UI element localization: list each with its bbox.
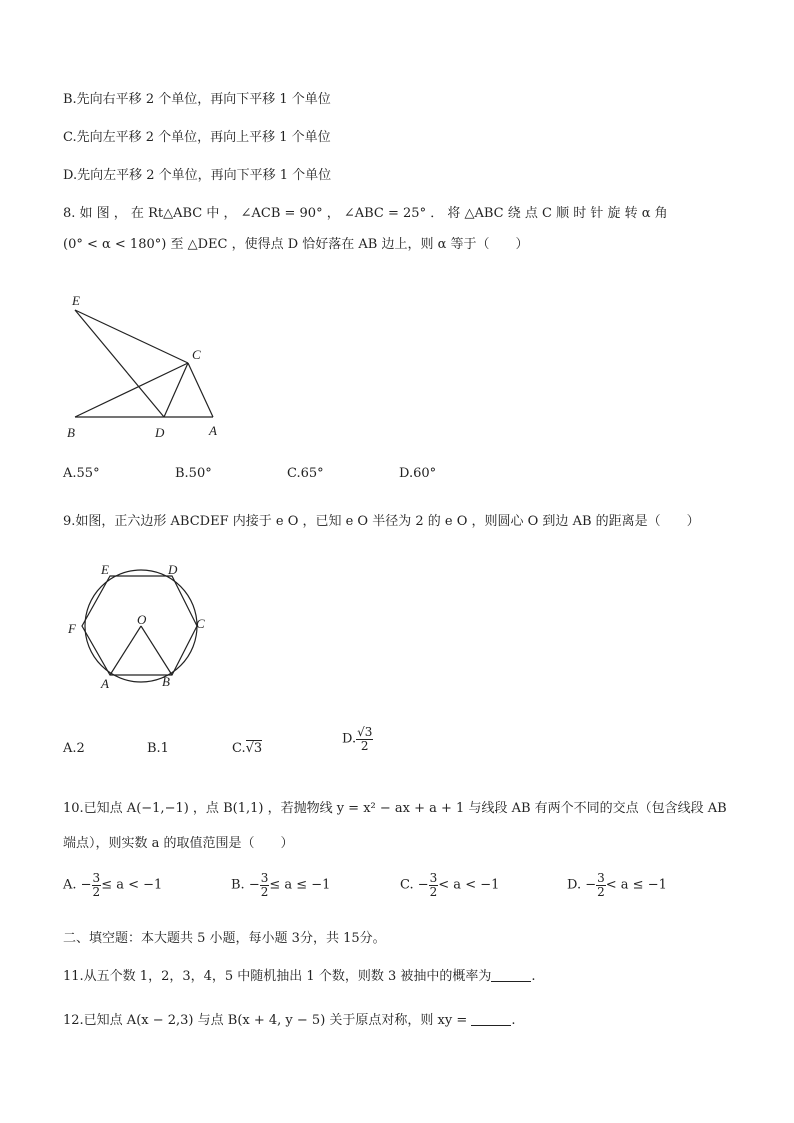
q9-label-f: F [68, 621, 76, 636]
q10-text-line1: 10.已知点 A(−1,−1) ，点 B(1,1) ，若抛物线 y = x² − ax + a + 1 与线段 AB 有两个不同的交点（包含线段 AB [63, 801, 727, 816]
q7-option-c: C.先向左平移 2 个单位，再向上平移 1 个单位 [63, 130, 331, 145]
q8-text-line2: (0° < α < 180°) 至 △DEC ，使得点 D 恰好落在 AB 边上，则 α 等于（ ） [63, 237, 529, 252]
q8-label-c: C [192, 347, 201, 362]
q10-option-d: D. − $\frac{3}{2}$ < a ≤ −1 [567, 871, 667, 899]
q8-text-line1: 8. 如 图 ， 在 Rt△ABC 中 ， ∠ACB = 90° ， ∠ABC = 25° ． 将 △ABC 绕 点 C 顺 时 针 旋 转 α 角 [63, 206, 668, 221]
q8-option-a: A.55° [63, 466, 100, 481]
q8-label-d: D [155, 425, 165, 440]
q10-text-line2: 端点），则实数 a 的取值范围是（ ） [63, 836, 294, 851]
q8-label-e: E [72, 293, 80, 308]
q9-label-d: D [168, 562, 178, 577]
q8-label-b: B [67, 425, 75, 440]
q8-triangle-figure [60, 290, 230, 445]
q7-option-b: B.先向右平移 2 个单位，再向下平移 1 个单位 [63, 92, 331, 107]
q9-option-d: D. $\frac{√3}{2}$ [342, 725, 373, 753]
q10-option-b: B. − $\frac{3}{2}$ ≤ a ≤ −1 [231, 871, 331, 899]
q10-option-a: A. − $\frac{3}{2}$ ≤ a < −1 [63, 871, 163, 899]
q10-option-c: C. − $\frac{3}{2}$ < a < −1 [400, 871, 500, 899]
section2-heading: 二、填空题：本大题共 5 小题，每小题 3分，共 15分。 [63, 931, 386, 946]
q12-answer-blank[interactable] [471, 1013, 511, 1026]
q8-option-c: C.65° [287, 466, 324, 481]
q11-answer-blank[interactable] [491, 969, 531, 982]
q9-hexagon-figure [60, 558, 220, 698]
q9-label-o: O [137, 612, 147, 627]
q9-label-e: E [101, 562, 109, 577]
q9-option-b: B.1 [147, 741, 169, 756]
q8-option-b: B.50° [175, 466, 212, 481]
q9-label-b: B [162, 674, 170, 689]
q9-text: 9.如图，正六边形 ABCDEF 内接于 e O ，已知 e O 半径为 2 的 e O ，则圆心 O 到边 AB 的距离是（ ） [63, 514, 700, 529]
q9-label-c: C [196, 616, 205, 631]
q11-text: 11.从五个数 1，2，3，4，5 中随机抽出 1 个数，则数 3 被抽中的概率为 . [63, 969, 536, 984]
q12-text: 12.已知点 A(x − 2,3) 与点 B(x + 4, y − 5) 关于原点对称，则 xy = . [63, 1013, 516, 1028]
q9-label-a: A [101, 676, 109, 691]
q9-option-a: A.2 [63, 741, 85, 756]
q8-label-a: A [209, 423, 217, 438]
q9-option-c: C.√3 [232, 741, 263, 756]
q8-option-d: D.60° [399, 466, 437, 481]
q7-option-d: D.先向左平移 2 个单位，再向下平移 1 个单位 [63, 168, 332, 183]
